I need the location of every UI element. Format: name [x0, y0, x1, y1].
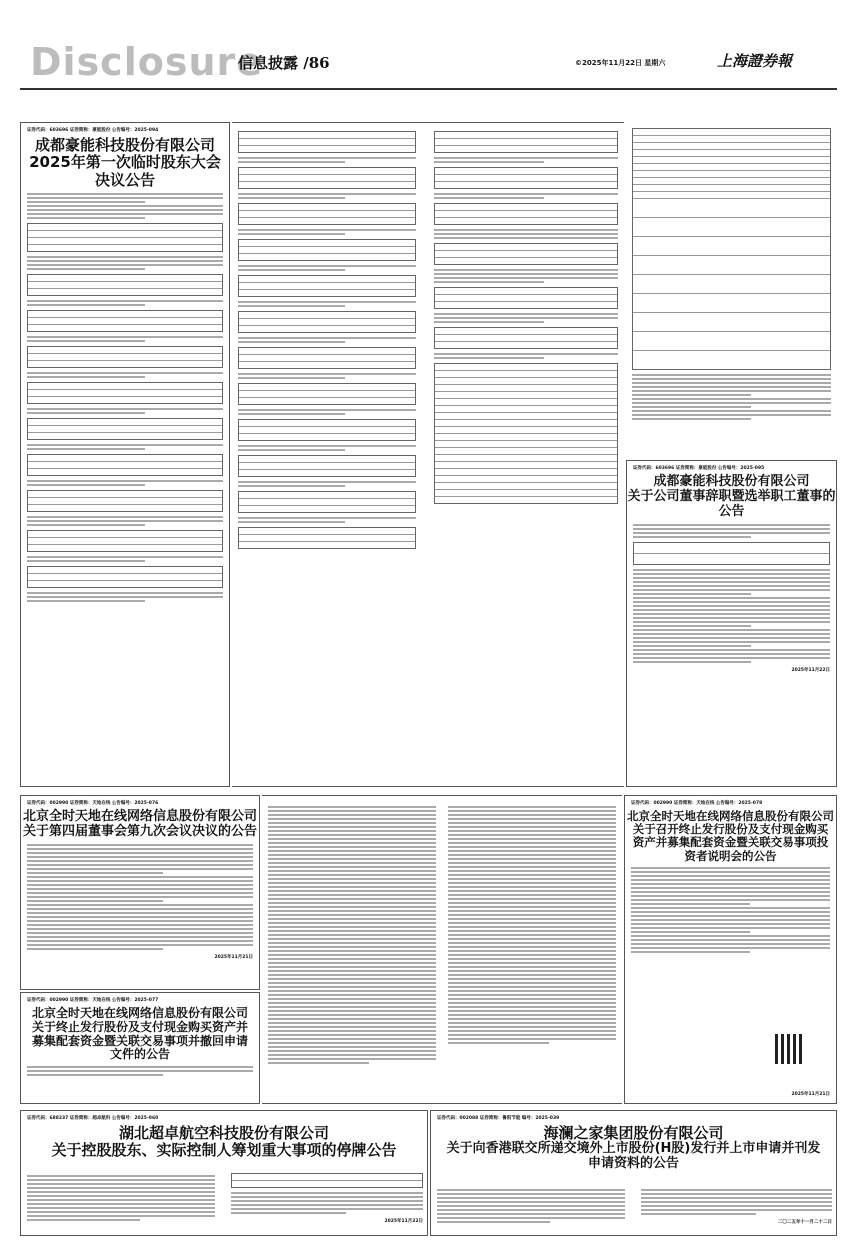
notice-subtitle: 关于召开终止发行股份及支付现金购买资产并募集配套资金暨关联交易事项投资者说明会的公告 [632, 822, 829, 863]
continued-column-left [232, 129, 422, 551]
notice-shareholder-meeting [20, 122, 230, 787]
notice-company: 北京全时天地在线网络信息股份有限公司 [627, 809, 834, 823]
notice-company: 北京全时天地在线网络信息股份有限公司 [22, 809, 257, 824]
masthead-rule [20, 88, 837, 90]
notice-subtitle: 关于控股股东、实际控制人筹划重大事项的停牌公告 [51, 1141, 397, 1160]
notice-terminate-transaction [20, 992, 260, 1104]
issue-date: ©2025年11月22日 星期六 [575, 59, 666, 67]
notice-company: 成都豪能科技股份有限公司 [653, 474, 810, 489]
notice-meta: 证券代码：603696 证券简称：豪能股份 公告编号：2025-094 [27, 128, 159, 133]
notice-board-resolution [20, 795, 260, 990]
notice-board-resolution-continued [262, 795, 622, 1104]
notice-company: 成都豪能科技股份有限公司 [34, 136, 215, 154]
notice-meta: 证券代码：688237 证券简称：超卓航科 公告编号：2025-060 [27, 1116, 159, 1121]
notice-h-share-listing [430, 1110, 837, 1236]
notice-director-resignation [626, 460, 837, 787]
notice-meta: 证券代码：603696 证券简称：豪能股份 公告编号：2025-095 [633, 466, 765, 471]
notice-subtitle: 关于终止发行股份及支付现金购买资产并募集配套资金暨关联交易事项并撤回申请文件的公告 [31, 1019, 248, 1062]
disclosure-logo: Disclosure [30, 40, 264, 84]
notice-table [27, 223, 223, 252]
notice-subtitle: 关于向香港联交所递交境外上市股份(H股)发行并上市申请并刊发申请资料的公告 [446, 1141, 821, 1172]
newspaper-name: 上海證券報 [717, 52, 793, 70]
continued-text-left [262, 802, 442, 1068]
notice-company: 海澜之家集团股份有限公司 [543, 1124, 724, 1142]
notice-trading-halt [20, 1110, 428, 1236]
notice-subtitle: 关于第四届董事会第九次会议决议的公告 [22, 823, 257, 839]
notice-meta: 证券代码：002990 证券简称：天地在线 公告编号：2025-076 [27, 801, 159, 806]
notice-date: 2025年11月22日 [384, 1219, 423, 1224]
election-results-table [626, 122, 837, 462]
notice-meta: 证券代码：002088 证券简称：鲁阳节能 编号：2025-039 [437, 1116, 560, 1121]
notice-meta: 证券代码：002990 证券简称：天地在线 公告编号：2025-077 [27, 998, 159, 1003]
notice-subtitle: 关于公司董事辞职暨选举职工董事的 [627, 488, 836, 504]
notice-shareholder-meeting-continued [232, 122, 624, 787]
qr-code-icon [775, 1034, 805, 1064]
notice-subtitle: 2025年第一次临时股东大会 [29, 153, 221, 172]
notice-date: 二〇二五年十一月二十二日 [778, 1220, 832, 1225]
notice-date: 2025年11月22日 [791, 667, 830, 673]
continued-text-right [442, 802, 622, 1048]
notice-investor-briefing [624, 795, 837, 1104]
notice-date: 2025年11月21日 [791, 1092, 830, 1097]
continued-column-right [428, 129, 624, 506]
notice-kind: 公告 [718, 503, 745, 519]
notice-body [27, 193, 223, 219]
notice-company: 北京全时天地在线网络信息股份有限公司 [31, 1006, 248, 1020]
notice-meta: 证券代码：002990 证券简称：天地在线 公告编号：2025-078 [631, 801, 763, 806]
notice-company: 湖北超卓航空科技股份有限公司 [118, 1124, 329, 1142]
notice-kind: 决议公告 [94, 170, 155, 189]
notice-date: 2025年11月21日 [214, 954, 253, 960]
masthead [0, 0, 857, 82]
section-title: 信息披露 /86 [238, 54, 330, 72]
